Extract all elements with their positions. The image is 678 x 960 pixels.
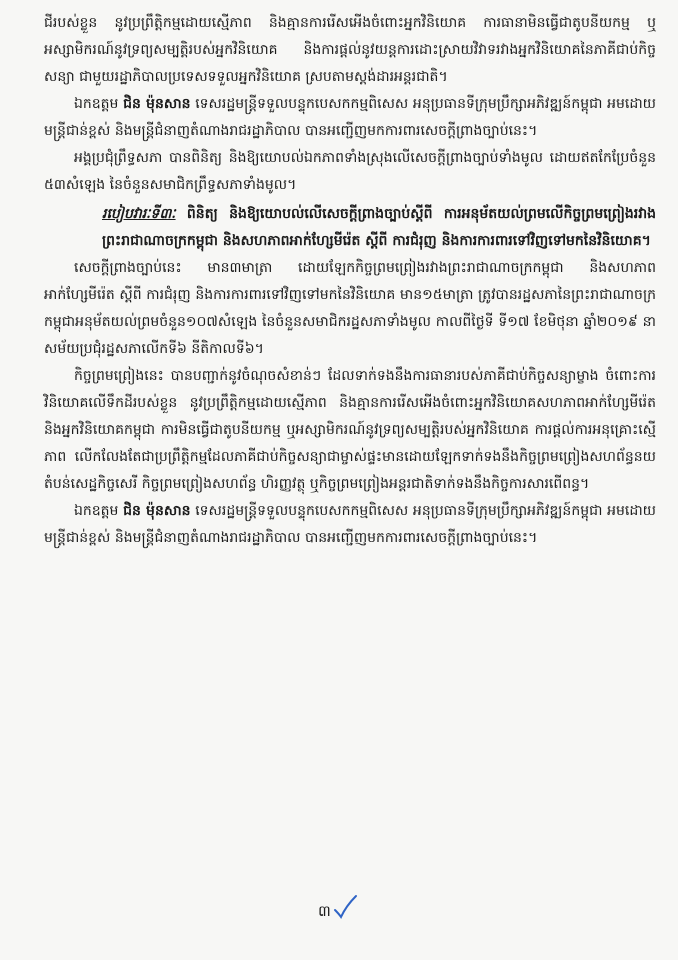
agenda-text: ពិនិត្យ និងឱ្យយោបល់លើសេចក្តីព្រាងច្បាប់ស្តីពី ការអនុម័តយល់ព្រមលើកិច្ចព្រមព្រៀងរវាងព្រះរាជាណាចក្រកម្ពុជា និងសហភាពអាក់ហ្សែមីរ៉េត ស្តីពី ការជំរុញ និងការការពារទៅវិញទៅមកនៃវិនិយោគ។	[102, 206, 657, 249]
paragraph-6	[44, 498, 656, 552]
paragraph-2	[44, 91, 656, 145]
honorific: ឯកឧត្តម	[74, 503, 119, 519]
page-number: ៣	[318, 902, 331, 920]
paragraph-6-text: ទេសរដ្ឋមន្ត្រីទទួលបន្ទុកបេសកកម្មពិសេស អនុប្រធានទីក្រុមប្រឹក្សាអភិវឌ្ឍន៍កម្ពុជា អមដោយមន្ត្រីជាន់ខ្ពស់ និងមន្ត្រីជំនាញតំណាងរាជរដ្ឋាភិបាល បានអញ្ជើញមកការពារសេចក្តីព្រាងច្បាប់នេះ។	[44, 503, 657, 546]
paragraph-1: ជីរបស់ខ្លួន នូវប្រព្រឹត្តិកម្មដោយស្មើភាព និងគ្មានការរើសអើងចំពោះអ្នកវិនិយោគ ការធានាមិនធ្វើជាតូបនីយកម្ម ឬអស្សាមិករណ៍នូវទ្រព្យសម្បត្តិរបស់អ្នកវិនិយោគ និងការផ្តល់នូវយន្តការដោះស្រាយវិវាទរវាងអ្នកវិនិយោគនៃភាគីជាប់កិច្ចសន្យា ជាមួយរដ្ឋាភិបាលប្រទេសទទួលអ្នកវិនិយោគ ស្របតាមស្តង់ដារអន្តរជាតិ។	[44, 15, 656, 85]
paragraph-5: កិច្ចព្រមព្រៀងនេះ បានបញ្ជាក់នូវចំណុចសំខាន់ៗ ដែលទាក់ទងនឹងការធានារបស់ភាគីជាប់កិច្ចសន្យាម្ខាង ចំពោះការវិនិយោគលើទឹកដីរបស់ខ្លួន នូវប្រព្រឹត្តិកម្មដោយស្មើភាព និងគ្មានការរើសអើងចំពោះអ្នកវិនិយោគសហភាពអាក់ហ្សែមីរ៉េត និងអ្នកវិនិយោគកម្ពុជា ការមិនធ្វើជាតូបនីយកម្ម ឬអស្សាមិករណ៍នូវទ្រព្យសម្បត្តិរបស់អ្នកវិនិយោគ ការផ្តល់ការអនុគ្រោះស្មើភាព លើកលែងតែជាប្រព្រឹត្តិកម្មដែលភាគីជាប់កិច្ចសន្យាជាម្ចាស់ផ្ទះមានដោយឡែកទាក់ទងនឹងកិច្ចព្រមព្រៀងសហព័ន្ធនយ តំបន់សេដ្ឋកិច្ចសេរី កិច្ចព្រមព្រៀងសហព័ន្ធ ហិរញ្ញវត្ថុ ឬកិច្ចព្រមព្រៀងអន្តរជាតិទាក់ទងនឹងកិច្ចការសារពើពន្ធ។	[44, 368, 656, 492]
document-body	[44, 10, 656, 552]
official-name: ជិន ម៉ុនសាន	[123, 96, 191, 112]
paragraph-3: អង្គប្រជុំព្រឹទ្ធសភា បានពិនិត្យ និងឱ្យយោបល់ឯកភាពទាំងស្រុងលើសេចក្តីព្រាងច្បាប់ទាំងមូល ដោយឥតកែប្រែចំនួន ៥៣សំឡេង នៃចំនួនសមាជិកព្រឹទ្ធសភាទាំងមូល។	[44, 150, 656, 193]
official-name: ជិន ម៉ុនសាន	[123, 503, 191, 519]
paragraph-2-text: ទេសរដ្ឋមន្ត្រីទទួលបន្ទុកបេសកកម្មពិសេស អនុប្រធានទីក្រុមប្រឹក្សាអភិវឌ្ឍន៍កម្ពុជា អមដោយមន្ត្រីជាន់ខ្ពស់ និងមន្ត្រីជំនាញតំណាងរាជរដ្ឋាភិបាល បានអញ្ជើញមកការពារសេចក្តីព្រាងច្បាប់នេះ។	[44, 96, 657, 139]
agenda-item-3	[44, 201, 656, 255]
paragraph-4: សេចក្តីព្រាងច្បាប់នេះ មាន៣មាត្រា ដោយឡែកកិច្ចព្រមព្រៀងរវាងព្រះរាជាណាចក្រកម្ពុជា និងសហភាពអាក់ហ្សែមីរ៉េត ស្តីពី ការជំរុញ និងការការពារទៅវិញទៅមកនៃវិនិយោគ មាន១៥មាត្រា ត្រូវបានរដ្ឋសភានៃព្រះរាជាណាចក្រកម្ពុជាអនុម័តយល់ព្រមចំនួន១០៧សំឡេង នៃចំនួនសមាជិករដ្ឋសភាទាំងមូល កាលពីថ្ងៃទី ទី១៧ ខែមិថុនា ឆ្នាំ២០១៩ នាសម័យប្រជុំរដ្ឋសភាលើកទី៦ នីតិកាលទី៦។	[44, 260, 656, 357]
agenda-label: របៀបវារៈទី៣ៈ	[102, 206, 176, 222]
checkmark-icon	[332, 894, 358, 920]
honorific: ឯកឧត្តម	[74, 96, 119, 112]
